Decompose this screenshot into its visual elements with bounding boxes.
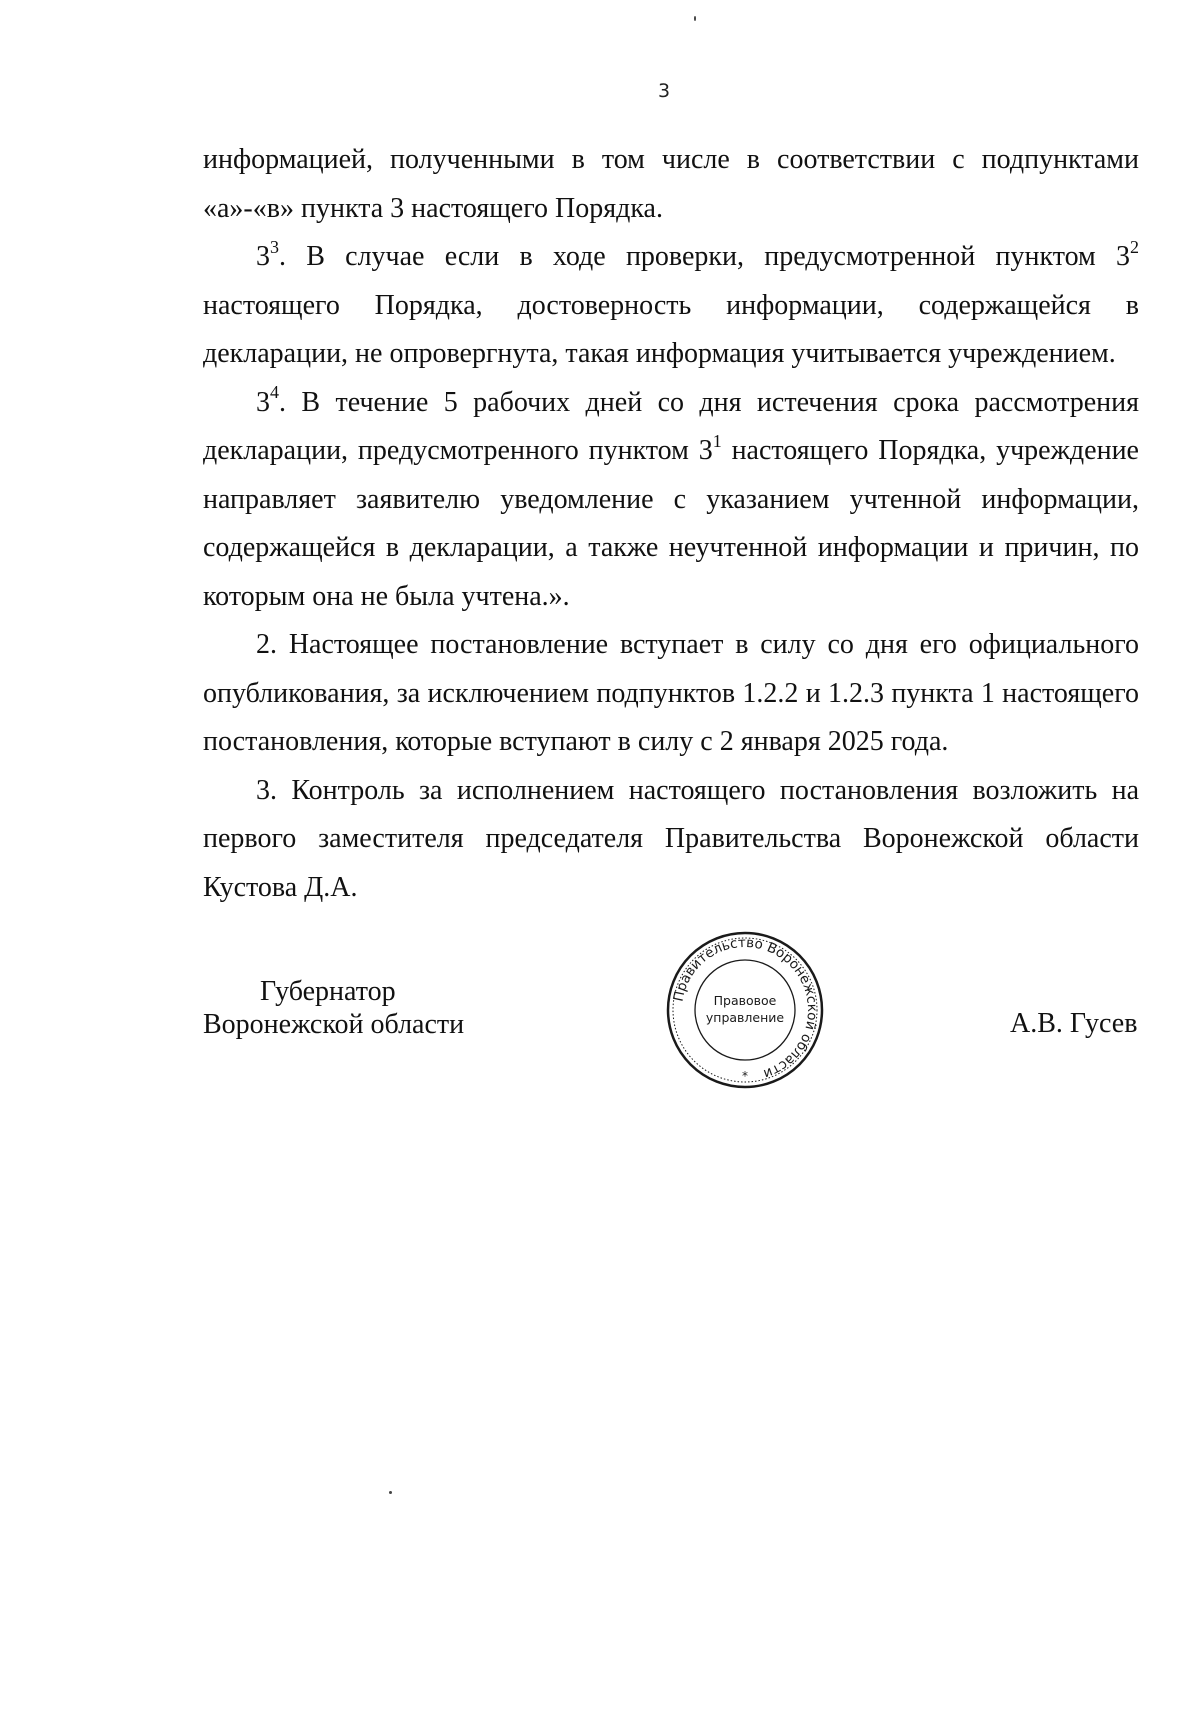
seal-ring-text: Правительство Воронежской области	[670, 934, 821, 1082]
document-body	[203, 136, 1139, 912]
clause-text-part2: настоящего Порядка, учреждение направляет заявителю уведомление с указанием учтенной информации, содержащейся в декларации, а также неучтенной информации и причин, по которым она не была учтена.».	[203, 435, 1139, 612]
seal-center-line2: управление	[705, 1010, 785, 1025]
paragraph-3-4	[203, 379, 1139, 622]
page-number: 3	[658, 80, 671, 102]
clause-text-part2: настоящего Порядка, достоверность информации, содержащейся в декларации, не опровергнута, такая информация учитывается учреждением.	[203, 289, 1139, 369]
official-seal	[665, 930, 825, 1090]
signatory-title-line2: Воронежской области	[203, 1009, 465, 1040]
scan-speck	[694, 16, 696, 21]
clause-number-superscript: 3	[270, 236, 279, 257]
reference-superscript: 2	[1130, 236, 1139, 257]
signatory-title-line1: Губернатор	[260, 976, 396, 1007]
paragraph-continuation: информацией, полученными в том числе в соответствии с подпунктами «а»-«в» пункта 3 настоящего Порядка.	[203, 144, 1139, 224]
clause-number: 3	[256, 386, 270, 418]
clause-number: 3	[256, 241, 270, 272]
clause-text-part1: . В случае если в ходе проверки, предусмотренной пунктом 3	[279, 241, 1130, 272]
paragraph-2: 2. Настоящее постановление вступает в силу со дня его официального опубликования, за исключением подпунктов 1.2.2 и 1.2.3 пункта 1 настоящего постановления, которые вступают в силу с 2 января 2025 года.	[203, 629, 1139, 757]
reference-superscript: 1	[712, 430, 722, 451]
paragraph-3-3	[203, 233, 1139, 379]
clause-number-superscript: 4	[270, 382, 279, 403]
clause-text-part1: . В течение 5 рабочих дней со дня истечения срока рассмотрения декларации, предусмотренного пунктом 3	[203, 386, 1139, 466]
signatory-title	[203, 975, 464, 1041]
seal-center-line1: Правовое	[713, 993, 777, 1008]
paragraph-3: 3. Контроль за исполнением настоящего постановления возложить на первого заместителя председателя Правительства Воронежской области Кустова Д.А.	[203, 774, 1139, 903]
scan-speck	[389, 1491, 392, 1494]
seal-star: *	[742, 1069, 748, 1083]
signatory-name: А.В. Гусев	[1010, 1008, 1138, 1039]
